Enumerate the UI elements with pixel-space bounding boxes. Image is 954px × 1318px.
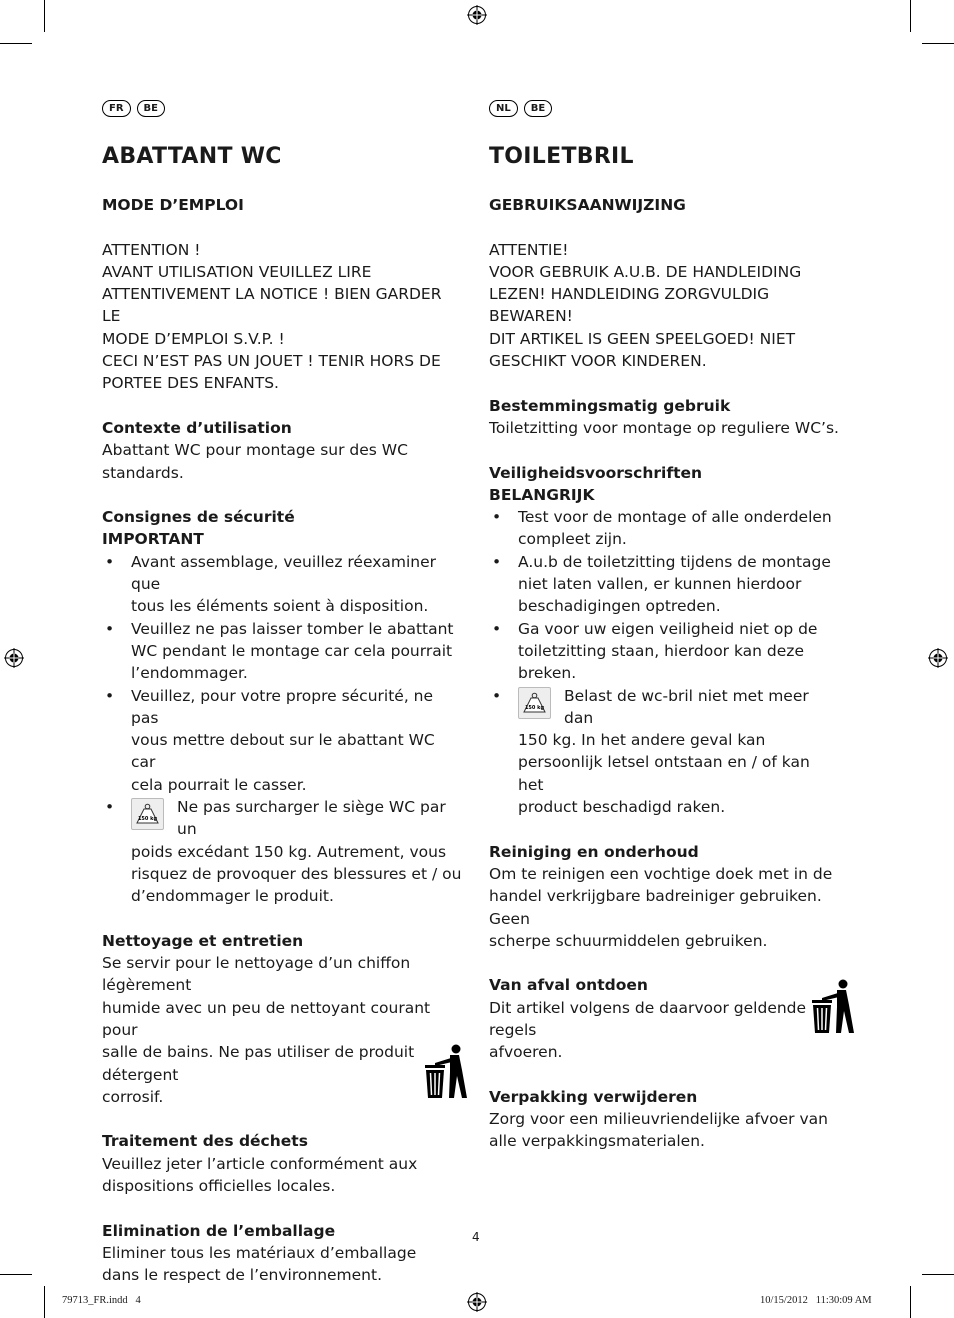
section-heading: MODE D’EMPLOI xyxy=(102,196,244,214)
bullet-icon: • xyxy=(105,552,115,571)
weight-icon-label: 150 kg xyxy=(137,816,158,823)
language-badge: BE xyxy=(137,100,165,117)
bullet-icon: • xyxy=(492,552,502,571)
registration-mark-icon xyxy=(467,5,487,25)
section-heading: Nettoyage et entretien xyxy=(102,931,304,950)
dispose-trash-icon xyxy=(423,1044,467,1100)
list-item xyxy=(102,618,464,685)
bullet-icon: • xyxy=(492,508,502,527)
language-badge: BE xyxy=(524,100,552,117)
body-line: tous les éléments soient à disposition. xyxy=(131,597,429,616)
list-item xyxy=(489,685,839,819)
section-heading: Bestemmingsmatig gebruik xyxy=(489,396,731,415)
print-slug-datetime: 10/15/2012 11:30:09 AM xyxy=(760,1295,872,1306)
body-line: WC pendant le montage car cela pourrait xyxy=(131,641,453,660)
section-heading: GEBRUIKSAANWIJZING xyxy=(489,196,686,214)
language-badges xyxy=(102,100,464,120)
safety-list xyxy=(102,551,464,908)
bullet-icon: • xyxy=(105,686,115,705)
body-line: Eliminer tous les matériaux d’emballage xyxy=(102,1243,417,1262)
registration-mark-icon xyxy=(928,648,948,668)
body-line: persoonlijk letsel ontstaan en / of kan het xyxy=(518,753,810,794)
attention-line: PORTEE DES ENFANTS. xyxy=(102,374,279,393)
attention-line: MODE D’EMPLOI S.V.P. ! xyxy=(102,329,285,348)
section-heading: Consignes de sécurité xyxy=(102,508,295,527)
column-dutch xyxy=(489,100,839,1153)
body-line: Ne pas surcharger le siège WC par un xyxy=(177,798,446,839)
attention-line: CECI N’EST PAS UN JOUET ! TENIR HORS DE xyxy=(102,352,441,371)
attention-block xyxy=(489,239,839,373)
crop-mark xyxy=(922,1274,954,1275)
body-line: risquez de provoquer des blessures et / ou xyxy=(131,864,462,883)
crop-mark xyxy=(910,0,911,32)
body-line: corrosif. xyxy=(102,1087,164,1106)
bullet-icon: • xyxy=(105,798,115,817)
list-item xyxy=(489,506,839,551)
weight-limit-icon xyxy=(131,798,164,830)
body-line: Ga voor uw eigen veiligheid niet op de xyxy=(518,619,818,638)
bullet-icon: • xyxy=(105,619,115,638)
section-heading: Elimination de l’emballage xyxy=(102,1221,336,1240)
language-badge: NL xyxy=(489,100,518,117)
section-heading: Van afval ontdoen xyxy=(489,976,648,995)
body-line: Zorg voor een milieuvriendelijke afvoer van xyxy=(489,1110,828,1129)
body-line: niet laten vallen, er kunnen hierdoor xyxy=(518,575,802,594)
body-line: dispositions officielles locales. xyxy=(102,1177,336,1196)
section-heading: Veiligheidsvoorschriften xyxy=(489,463,703,482)
crop-mark xyxy=(922,43,954,44)
crop-mark xyxy=(0,43,32,44)
body-line: l’endommager. xyxy=(131,664,248,683)
attention-line: GESCHIKT VOOR KINDEREN. xyxy=(489,352,707,371)
body-line: vous mettre debout sur le abattant WC car xyxy=(131,731,435,772)
body-line: toiletzitting staan, hierdoor kan deze breken. xyxy=(518,641,804,683)
attention-block xyxy=(102,239,464,395)
body-line: Abattant WC pour montage sur des WC xyxy=(102,441,408,460)
page-title: TOILETBRIL xyxy=(489,144,634,169)
body-line: Veuillez jeter l’article conformément aux xyxy=(102,1154,418,1173)
page-number: 4 xyxy=(472,1230,480,1244)
crop-mark xyxy=(910,1286,911,1318)
body-line: compleet zijn. xyxy=(518,530,627,549)
body-line: Belast de wc-bril niet met meer dan xyxy=(564,686,809,727)
registration-mark-icon xyxy=(467,1292,487,1312)
body-line: afvoeren. xyxy=(489,1043,563,1062)
language-badge: FR xyxy=(102,100,131,117)
weight-limit-icon xyxy=(518,687,551,719)
safety-list xyxy=(489,506,839,818)
bullet-icon: • xyxy=(492,619,502,638)
print-slug-file: 79713_FR.indd 4 xyxy=(62,1295,141,1306)
attention-line: ATTENTIE! xyxy=(489,240,569,259)
registration-mark-icon xyxy=(4,648,24,668)
body-line: scherpe schuurmiddelen gebruiken. xyxy=(489,931,768,950)
body-line: product beschadigd raken. xyxy=(518,798,726,817)
weight-icon-label: 150 kg xyxy=(524,704,545,711)
body-line: d’endommager le produit. xyxy=(131,887,334,906)
body-line: standards. xyxy=(102,463,184,482)
list-item xyxy=(489,618,839,685)
page-title: ABATTANT WC xyxy=(102,144,282,169)
bullet-icon: • xyxy=(492,686,502,705)
attention-line: BEWAREN! xyxy=(489,307,573,326)
body-line: Toiletzitting voor montage op reguliere WC’s. xyxy=(489,418,839,437)
language-badges xyxy=(489,100,839,120)
crop-mark xyxy=(44,0,45,32)
body-line: Se servir pour le nettoyage d’un chiffon légèrement xyxy=(102,954,411,995)
body-line: Veuillez, pour votre propre sécurité, ne pas xyxy=(131,686,434,727)
attention-line: AVANT UTILISATION VEUILLEZ LIRE xyxy=(102,262,372,281)
body-line: humide avec un peu de nettoyant courant pour xyxy=(102,998,431,1039)
body-line: cela pourrait le casser. xyxy=(131,775,307,794)
body-line: Avant assemblage, veuillez réexaminer que xyxy=(131,552,437,594)
list-item xyxy=(102,551,464,618)
important-label: BELANGRIJK xyxy=(489,485,595,504)
section-heading: Reiniging en onderhoud xyxy=(489,842,699,861)
body-line: A.u.b de toiletzitting tijdens de montage xyxy=(518,552,831,571)
section-heading: Traitement des déchets xyxy=(102,1132,308,1151)
attention-line: ATTENTIVEMENT LA NOTICE ! BIEN GARDER LE xyxy=(102,285,442,326)
body-line: Veuillez ne pas laisser tomber le abattant xyxy=(131,619,454,638)
list-item xyxy=(489,551,839,618)
attention-line: ATTENTION ! xyxy=(102,240,201,259)
attention-line: LEZEN! HANDLEIDING ZORGVULDIG xyxy=(489,285,770,304)
list-item xyxy=(102,685,464,796)
body-line: beschadigingen optreden. xyxy=(518,597,721,616)
body-line: Om te reinigen een vochtige doek met in de xyxy=(489,864,833,883)
body-line: dans le respect de l’environnement. xyxy=(102,1266,383,1285)
important-label: IMPORTANT xyxy=(102,530,204,549)
crop-mark xyxy=(0,1274,32,1275)
attention-line: DIT ARTIKEL IS GEEN SPEELGOED! NIET xyxy=(489,329,796,348)
body-line: alle verpakkingsmaterialen. xyxy=(489,1132,705,1151)
body-line: salle de bains. Ne pas utiliser de produit détergent xyxy=(102,1043,415,1084)
body-line: 150 kg. In het andere geval kan xyxy=(518,731,766,750)
section-heading: Contexte d’utilisation xyxy=(102,418,292,437)
dispose-trash-icon xyxy=(810,979,854,1035)
section-heading: Verpakking verwijderen xyxy=(489,1087,698,1106)
body-line: handel verkrijgbare badreiniger gebruiken. Geen xyxy=(489,887,822,928)
crop-mark xyxy=(44,1286,45,1318)
body-line: Test voor de montage of alle onderdelen xyxy=(518,508,832,527)
attention-line: VOOR GEBRUIK A.U.B. DE HANDLEIDING xyxy=(489,262,802,281)
column-french xyxy=(102,100,464,1287)
list-item xyxy=(102,796,464,907)
body-line: Dit artikel volgens de daarvoor geldende regels xyxy=(489,998,807,1039)
body-line: poids excédant 150 kg. Autrement, vous xyxy=(131,842,447,861)
